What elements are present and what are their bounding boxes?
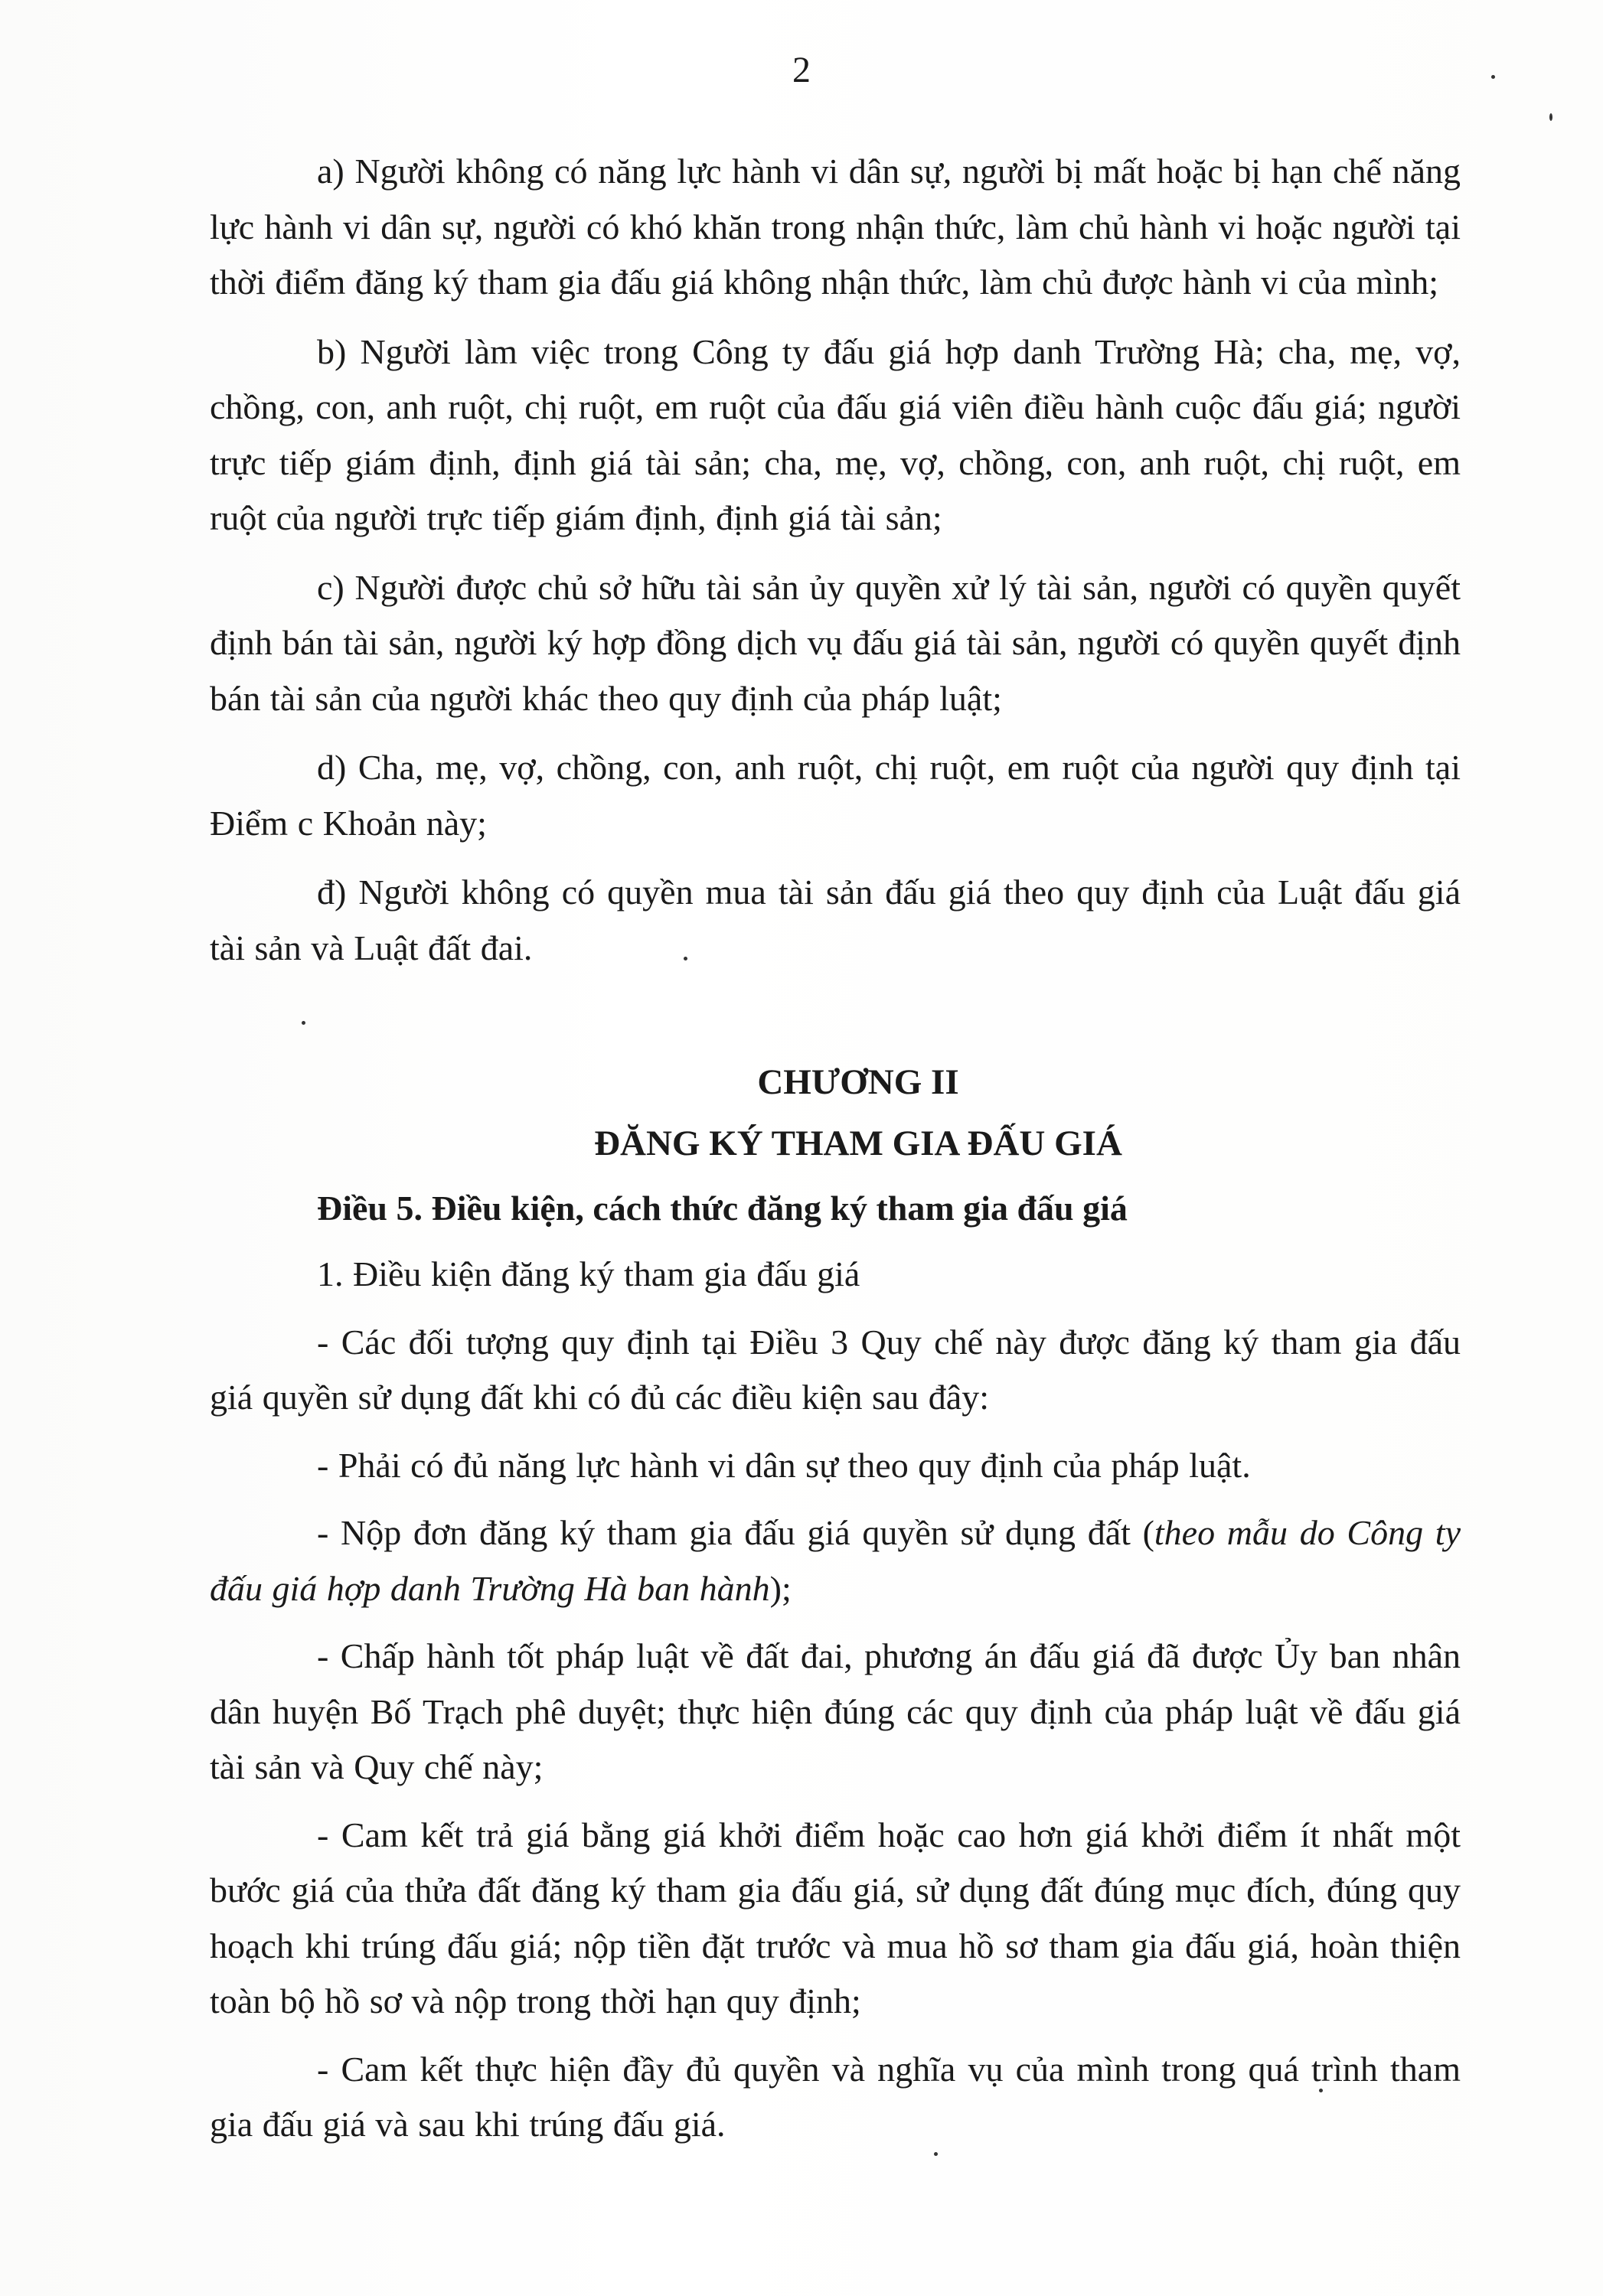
scan-speck [1319,2089,1323,2092]
condition-heading: 1. Điều kiện đăng ký tham gia đấu giá [317,1254,860,1293]
paragraph-a: a) Người không có năng lực hành vi dân sự, người bị mất hoặc bị hạn chế năng lực hành vi dân sự, người có khó khăn trong nhận thức, làm chủ hành vi hoặc người tại thời điểm đăng ký tham gia đấu giá không nhận thức, làm chủ được hành vi của mình; [210,152,1461,302]
chapter-number: CHƯƠNG II [757,1062,959,1102]
scan-speck [1491,75,1495,79]
condition-eligible-subjects: - Các đối tượng quy định tại Điều 3 Quy chế này được đăng ký tham gia đấu giá quyền sử dụng đất khi có đủ các điều kiện sau đây: [210,1322,1461,1417]
chapter-heading-block [210,1052,1461,1175]
chapter-title: ĐĂNG KÝ THAM GIA ĐẤU GIÁ [594,1124,1122,1163]
page-number: 2 [792,50,811,90]
application-form-text: - Nộp đơn đăng ký tham gia đấu giá quyền sử dụng đất ( [317,1513,1154,1552]
condition-civil-capacity: - Phải có đủ năng lực hành vi dân sự theo quy định của pháp luật. [317,1445,1251,1485]
condition-law-compliance: - Chấp hành tốt pháp luật về đất đai, phương án đấu giá đã được Ủy ban nhân dân huyện Bố Trạch phê duyệt; thực hiện đúng các quy định của pháp luật về đấu giá tài sản và Quy chế này; [210,1636,1461,1786]
condition-application-form [210,1505,1461,1616]
paragraph-dd: đ) Người không có quyền mua tài sản đấu giá theo quy định của Luật đấu giá tài sản và Luật đất đai. [210,872,1461,967]
condition-price-commitment: - Cam kết trả giá bằng giá khởi điểm hoặc cao hơn giá khởi điểm ít nhất một bước giá của thửa đất đăng ký tham gia đấu giá, sử dụng đất đúng mục đích, đúng quy hoạch khi trúng đấu giá; nộp tiền đặt trước và mua hồ sơ tham gia đấu giá, hoàn thiện toàn bộ hồ sơ và nộp trong thời hạn quy định; [210,1815,1461,2020]
article-heading: Điều 5. Điều kiện, cách thức đăng ký tham gia đấu giá [317,1189,1128,1228]
paragraph-c: c) Người được chủ sở hữu tài sản ủy quyền xử lý tài sản, người có quyền quyết định bán tài sản, người ký hợp đồng dịch vụ đấu giá tài sản, người có quyền quyết định bán tài sản của người khác theo quy định của pháp luật; [210,567,1461,718]
document-body [210,144,1461,2165]
scan-speck [1549,113,1552,121]
scan-speck [302,1021,305,1025]
paragraph-b: b) Người làm việc trong Công ty đấu giá hợp danh Trường Hà; cha, mẹ, vợ, chồng, con, anh ruột, chị ruột, em ruột của đấu giá viên điều hành cuộc đấu giá; người trực tiếp giám định, định giá tài sản; cha, mẹ, vợ, chồng, con, anh ruột, chị ruột, em ruột của người trực tiếp giám định, định giá tài sản; [210,331,1461,537]
scan-speck [684,957,687,960]
paragraph-d: d) Cha, mẹ, vợ, chồng, con, anh ruột, chị ruột, em ruột của người quy định tại Điểm c Khoản này; [210,748,1461,843]
application-form-note: theo mẫu do Công ty đấu giá hợp danh Trường Hà ban hành [210,1513,1461,1608]
application-form-end: ); [769,1568,792,1608]
scan-speck [934,2152,938,2156]
condition-obligations-commitment: - Cam kết thực hiện đầy đủ quyền và nghĩa vụ của mình trong quá trình tham gia đấu giá và sau khi trúng đấu giá. [210,2049,1461,2144]
